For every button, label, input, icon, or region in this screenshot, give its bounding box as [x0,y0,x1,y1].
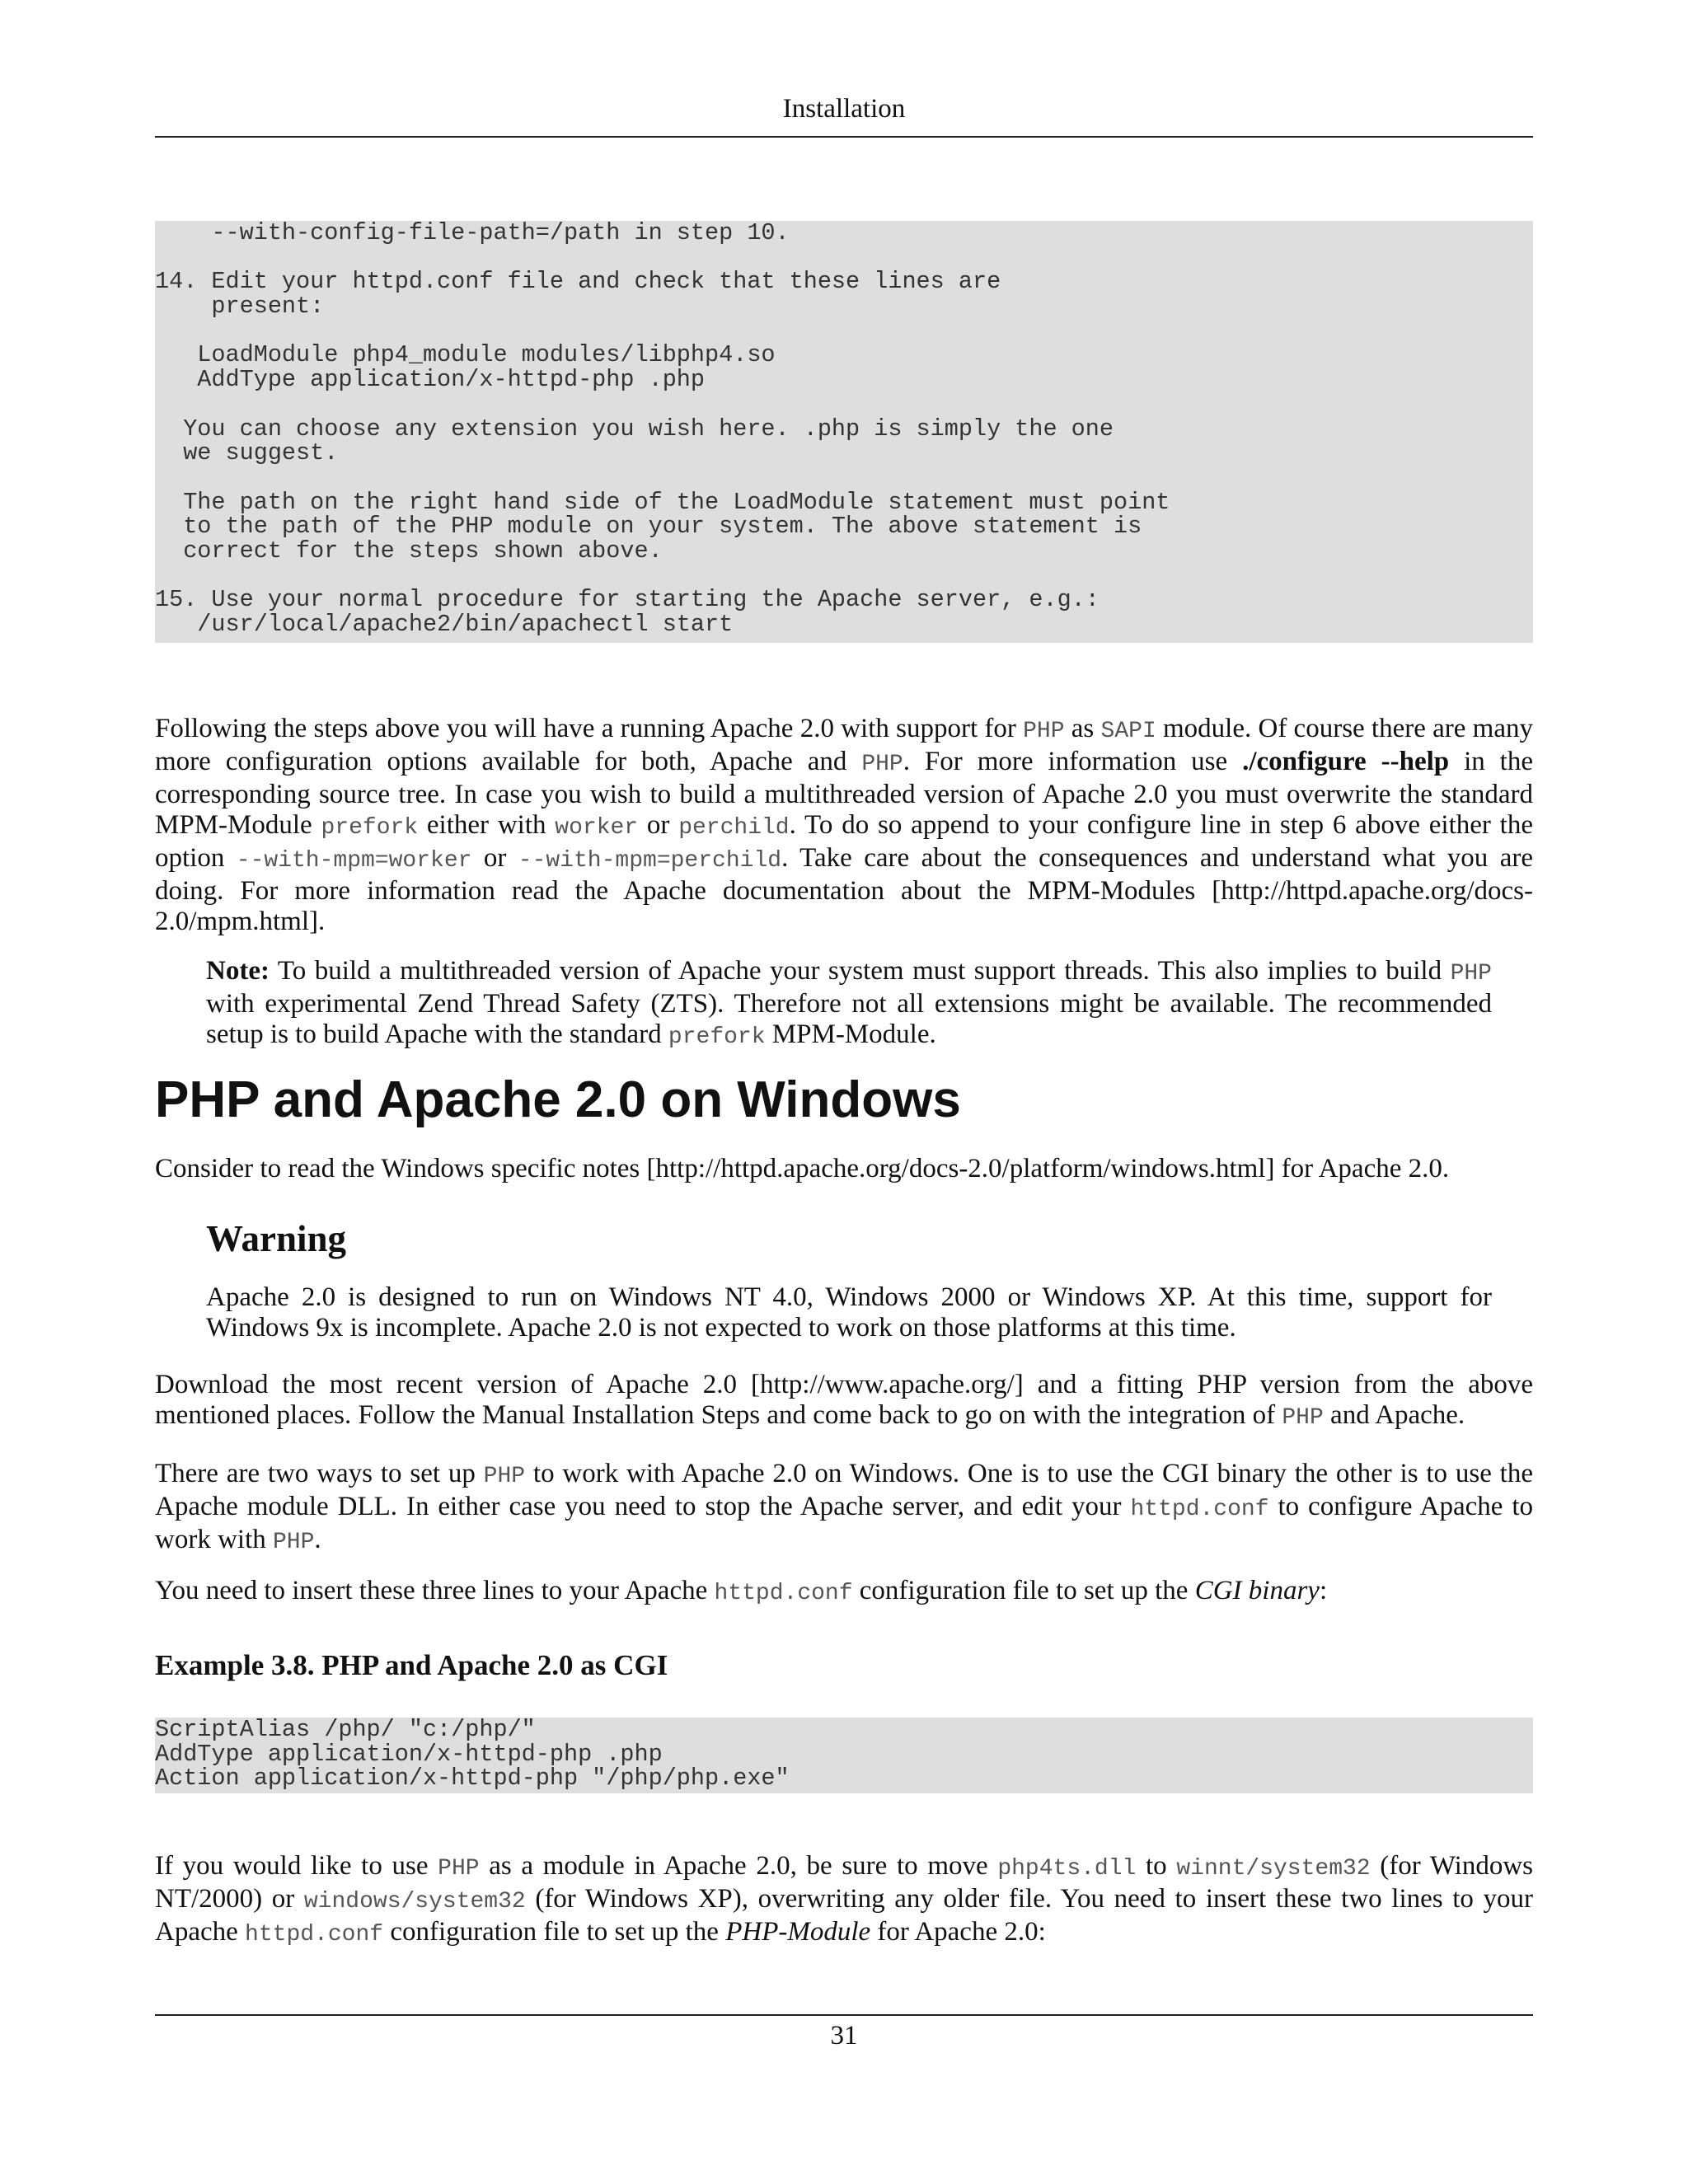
code-line: --with-config-file-path=/path in step 10. [155,221,790,246]
code-block-cgi [155,1718,1533,1793]
code-line: to the path of the PHP module on your system. The above statement is [155,513,1142,541]
code-line: ScriptAlias /php/ "c:/php/" [155,1718,536,1743]
header-rule [155,136,1533,138]
paragraph-cgi-intro: You need to insert these three lines to your Apache httpd.conf configuration file to set up the CGI binary: [155,1576,1328,1606]
example-title: Example 3.8. PHP and Apache 2.0 as CGI [155,1649,668,1681]
code-line [155,246,1533,270]
paragraph-module: If you would like to use PHP as a module in Apache 2.0, be sure to move php4ts.dll to winnt/system32 (for Windows NT/2000) or windows/system32 (for Windows XP), overwriting any older file. You need to insert these two lines to your Apache httpd.conf configuration file to set up the PHP-Module for Apache 2.0: [155,1851,1533,1947]
section-heading: PHP and Apache 2.0 on Windows [155,1071,961,1128]
running-header: Installation [782,94,906,124]
code-line: AddType application/x-httpd-php .php [155,1740,663,1768]
paragraph-download: Download the most recent version of Apache 2.0 [http://www.apache.org/] and a fitting PHP version from the above mentioned places. Follow the Manual Installation Steps and come back to go on with the integration of PHP and Apache. [155,1370,1533,1431]
warning-heading: Warning [206,1218,347,1259]
note-label: Note: [206,956,270,986]
code-block-apache-steps [155,221,1533,643]
note-block: Note: To build a multithreaded version of Apache your system must support threads. This also implies to build PHP with experimental Zend Thread Safety (ZTS). Therefore not all extensions might be available. The recommended setup is to build Apache with the standard prefork MPM-Module. [206,956,1492,1050]
code-line: correct for the steps shown above. [155,537,663,565]
paragraph-two-ways: There are two ways to set up PHP to work with Apache 2.0 on Windows. One is to use the CGI binary the other is to use the Apache module DLL. In either case you need to stop the Apache server, and edit your httpd.conf to configure Apache to work with PHP. [155,1459,1534,1555]
code-line [155,319,1533,344]
code-line: /usr/local/apache2/bin/apachectl start [155,611,734,638]
code-line: 15. Use your normal procedure for starting the Apache server, e.g.: [155,586,1100,614]
code-line [155,466,1533,490]
page-number: 31 [830,2021,858,2050]
code-line: Action application/x-httpd-php "/php/php.exe" [155,1765,790,1793]
code-line: LoadModule php4_module modules/libphp4.so [155,341,776,369]
code-line: You can choose any extension you wish here. .php is simply the one [155,415,1114,443]
footer-rule [155,2014,1533,2016]
code-line: AddType application/x-httpd-php .php [155,366,706,394]
code-line: The path on the right hand side of the LoadModule statement must point [155,488,1170,516]
code-line: we suggest. [155,439,339,467]
paragraph-mpm: Following the steps above you will have a running Apache 2.0 with support for PHP as SAPI module. Of course there are many more configuration options available for both, Apache and PHP. For more information use ./configure --help in the corresponding source tree. In case you wish to build a multithreaded version of Apache 2.0 you must overwrite the standard MPM-Module prefork either with worker or perchild. To do so append to your configure line in step 6 above either the option --with-mpm=worker or --with-mpm=perchild. Take care about the consequences and understand what you are doing. For more information read the Apache documentation about the MPM-Modules [http://httpd.apache.org/docs-2.0/mpm.html]. [155,714,1534,936]
paragraph-windows-notes: Consider to read the Windows specific notes [http://httpd.apache.org/docs-2.0/platform/windows.html] for Apache 2.0. [155,1154,1450,1183]
code-line: 14. Edit your httpd.conf file and check that these lines are [155,268,1001,296]
code-line: present: [155,293,325,321]
code-line [155,564,1533,588]
warning-text: Apache 2.0 is designed to run on Windows NT 4.0, Windows 2000 or Windows XP. At this time, support for Windows 9x is incomplete. Apache 2.0 is not expected to work on those platforms at this time. [206,1282,1492,1343]
code-line [155,392,1533,417]
